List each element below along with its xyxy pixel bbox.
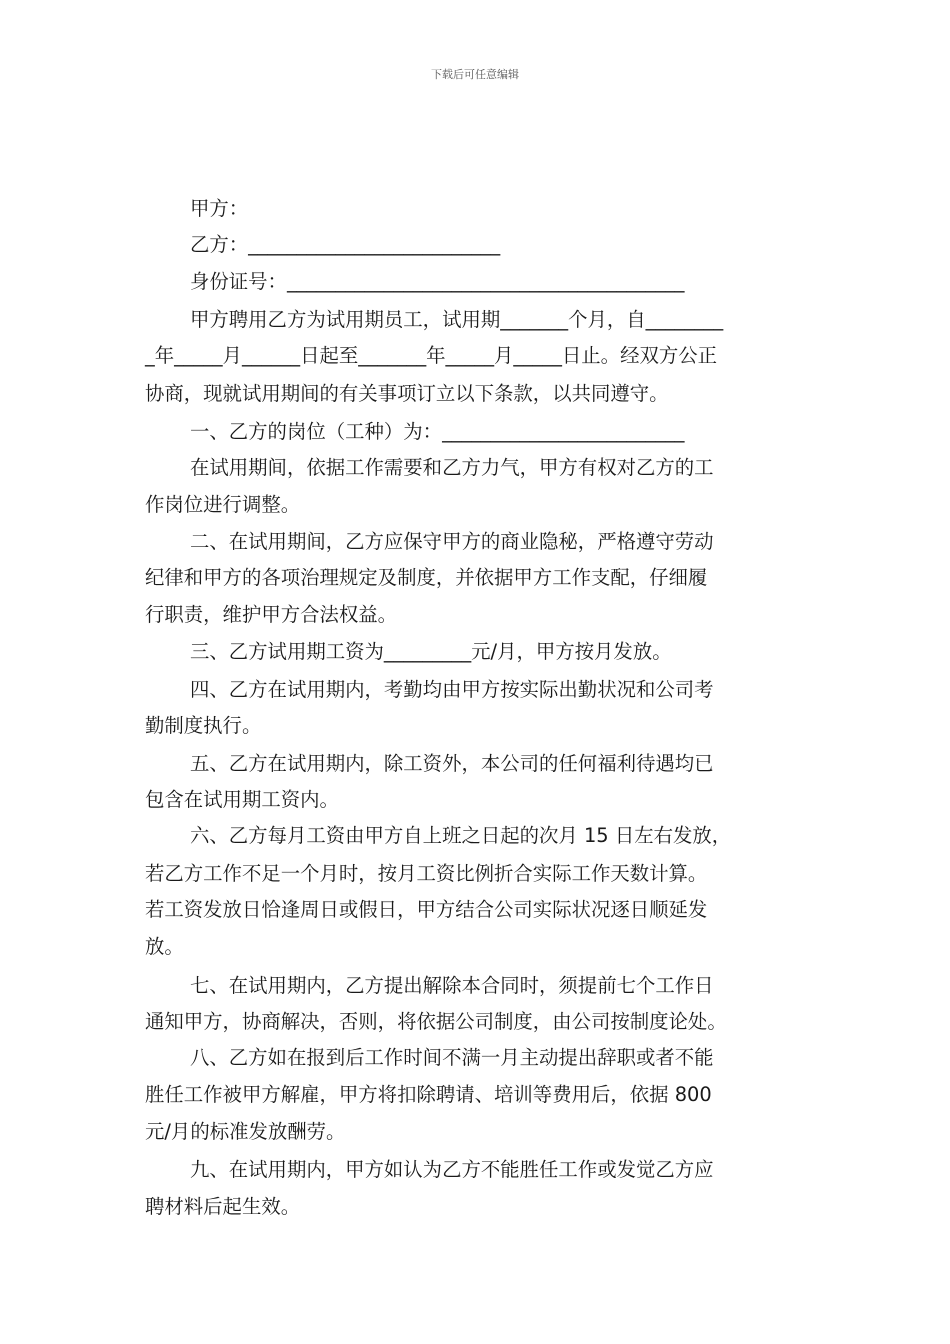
clause-6-line-2: 若乙方工作不足一个月时，按月工资比例折合实际工作天数计算。 bbox=[145, 862, 708, 885]
clause-8-line-3: 元/月的标准发放酬劳。 bbox=[145, 1120, 346, 1143]
party-a-line: 甲方： bbox=[190, 197, 249, 220]
clause-7-line-1: 七、在试用期内，乙方提出解除本合同时，须提前七个工作日 bbox=[190, 974, 714, 997]
clause-4-line-1: 四、乙方在试用期内，考勤均由甲方按实际出勤状况和公司考 bbox=[190, 678, 714, 701]
id-number-line: 身份证号：_________________________________________ bbox=[190, 270, 685, 293]
clause-5-line-1: 五、乙方在试用期内，除工资外，本公司的任何福利待遇均已 bbox=[190, 752, 714, 775]
clause-6-line-4: 放。 bbox=[145, 935, 184, 958]
clause-8-line-2: 胜任工作被甲方解雇，甲方将扣除聘请、培训等费用后，依据 800 bbox=[145, 1083, 712, 1106]
clause-6-line-3: 若工资发放日恰逢周日或假日，甲方结合公司实际状况逐日顺延发 bbox=[145, 898, 708, 921]
intro-line-2: _年_____月______日起至_______年_____月_____日止。经双方公正 bbox=[145, 344, 718, 367]
clause-1-line-3: 作岗位进行调整。 bbox=[145, 493, 301, 516]
clause-5-line-2: 包含在试用期工资内。 bbox=[145, 788, 339, 811]
clause-8-line-1: 八、乙方如在报到后工作时间不满一月主动提出辞职或者不能 bbox=[190, 1046, 714, 1069]
clause-9-line-1: 九、在试用期内，甲方如认为乙方不能胜任工作或发觉乙方应 bbox=[190, 1158, 714, 1181]
party-b-line: 乙方：__________________________ bbox=[190, 233, 501, 256]
clause-2-line-3: 行职责，维护甲方合法权益。 bbox=[145, 603, 398, 626]
intro-line-3: 协商，现就试用期间的有关事项订立以下条款，以共同遵守。 bbox=[145, 382, 669, 405]
intro-line-1: 甲方聘用乙方为试用期员工，试用期_______个月，自________ bbox=[190, 308, 724, 331]
clause-9-line-2: 聘材料后起生效。 bbox=[145, 1195, 301, 1218]
page-header: 下载后可任意编辑 bbox=[431, 68, 519, 81]
clause-7-line-2: 通知甲方，协商解决，否则，将依据公司制度，由公司按制度论处。 bbox=[145, 1010, 727, 1033]
clause-6-line-1: 六、乙方每月工资由甲方自上班之日起的次月 15 日左右发放， bbox=[190, 824, 732, 847]
clause-1-line-2: 在试用期间，依据工作需要和乙方力气，甲方有权对乙方的工 bbox=[190, 456, 714, 479]
clause-1-line-1: 一、乙方的岗位（工种）为：_________________________ bbox=[190, 420, 685, 443]
clause-3-line: 三、乙方试用期工资为_________元/月，甲方按月发放。 bbox=[190, 640, 672, 663]
clause-4-line-2: 勤制度执行。 bbox=[145, 714, 262, 737]
clause-2-line-1: 二、在试用期间，乙方应保守甲方的商业隐秘，严格遵守劳动 bbox=[190, 530, 714, 553]
clause-2-line-2: 纪律和甲方的各项治理规定及制度，并依据甲方工作支配，仔细履 bbox=[145, 566, 708, 589]
